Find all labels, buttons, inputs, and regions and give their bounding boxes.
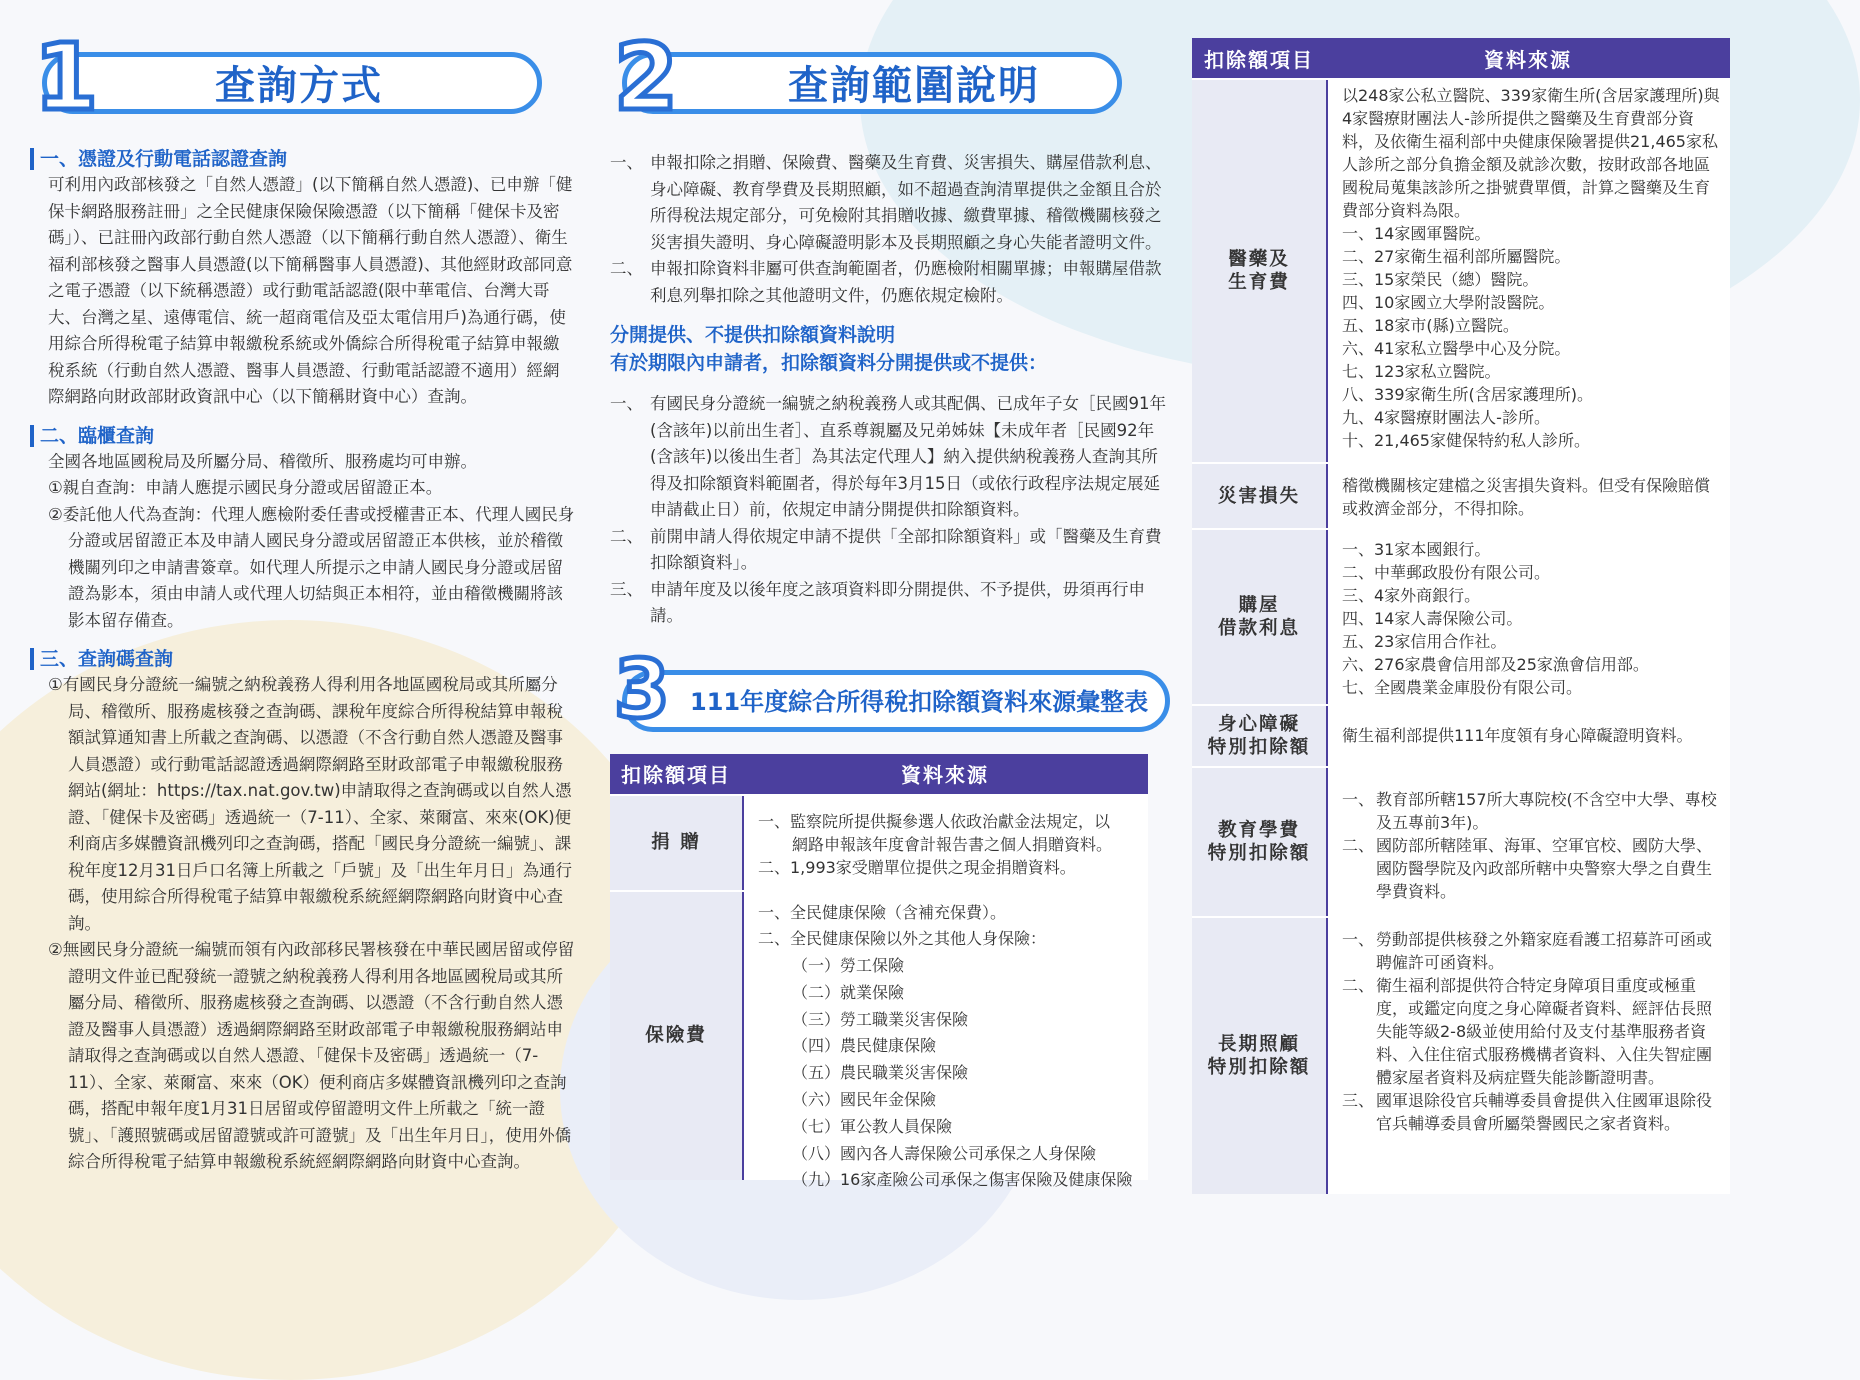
deduction-table	[1192, 38, 1730, 1194]
section-title: 查詢範圍說明	[788, 63, 1040, 109]
row-label: 身心障礙 特別扣除額	[1192, 706, 1326, 766]
table-row-disaster	[1192, 462, 1730, 528]
table-row-housing	[1192, 528, 1730, 704]
list-item: ①有國民身分證統一編號之納稅義務人得利用各地區國稅局或其所屬分局、稽徵所、服務處核發之查詢碼、課稅年度綜合所得稅結算申報稅額試算通知書上所載之查詢碼、以憑證（不含行動自然人憑證及醫事人員憑證）或行動電話認證透過網際網路至財政部電子申報繳稅服務網站(網址：https://tax.nat.gov.tw)申請取得之查詢碼或以自然人憑證、「健保卡及密碼」透過統一（7-11）、全家、萊爾富、來來(OK)便利商店多媒體資訊機列印之查詢碼，搭配「國民身分證統一編號」、課稅年度12月31日戶口名簿上所載之「戶號」及「出生年月日」為通行碼，使用綜合所得稅電子結算申報繳稅系統經網際網路向財資中心查詢。	[48, 675, 572, 933]
list-item: 二、 申報扣除資料非屬可供查詢範圍者，仍應檢附相關單據；申報購屋借款利息列舉扣除之其他證明文件，仍應依規定檢附。	[610, 259, 1162, 305]
section-number: 2	[614, 24, 679, 131]
table-header	[1192, 38, 1730, 78]
deduction-table-left	[610, 754, 1148, 1190]
row-source: 衛生福利部提供111年度領有身心障礙證明資料。	[1326, 706, 1730, 766]
subsection-heading: 三、查詢碼查詢	[30, 648, 575, 670]
row-source: 一、 教育部所轄157所大專院校(不含空中大學、專校及五專前3年)。 二、 國防部所轄陸軍、海軍、空軍官校、國防大學、國防醫學院及內政部所轄中央警察大學之自費生學費資料。	[1326, 768, 1730, 916]
deduction-table-right	[1192, 38, 1730, 1194]
section-number: 3	[614, 642, 670, 736]
row-source: 稽徵機關核定建檔之災害損失資料。但受有保險賠償或救濟金部分，不得扣除。	[1326, 464, 1730, 528]
row-label: 長期照顧 特別扣除額	[1192, 918, 1326, 1194]
paragraph: 全國各地區國稅局及所屬分局、稽徵所、服務處均可申辦。	[48, 451, 477, 471]
column-header: 扣除額項目	[1204, 47, 1314, 72]
row-label: 捐 贈	[610, 796, 742, 890]
section-title: 查詢方式	[215, 63, 383, 109]
list-item: 二、 前開申請人得依規定申請不提供「全部扣除額資料」或「醫藥及生育費扣除額資料」。	[610, 526, 1162, 572]
note-title: 有於期限內申請者，扣除額資料分開提供或不提供：	[610, 352, 1048, 374]
scope-list	[610, 150, 1170, 309]
paragraph: 可利用內政部核發之「自然人憑證」(以下簡稱自然人憑證)、已申辦「健保卡網路服務註冊」之全民健康保險保險憑證（以下簡稱「健保卡及密碼」）、已註冊內政部行動自然人憑證（以下簡稱行動自然人憑證）、衛生福利部核發之醫事人員憑證(以下簡稱醫事人員憑證)、其他經財政部同意之電子憑證（以下統稱憑證）或行動電話認證(限中華電信、台灣大哥大、台灣之星、遠傳電信、統一超商電信及亞太電信用戶)為通行碼，使用綜合所得稅電子結算申報繳稅系統或外僑綜合所得稅電子結算申報繳稅系統（行動自然人憑證、醫事人員憑證、行動電話認證不適用）經網際網路向財政部財政資訊中心（以下簡稱財資中心）查詢。	[48, 175, 573, 406]
column-header: 扣除額項目	[621, 763, 731, 787]
table-row-education	[1192, 766, 1730, 916]
subsection-heading: 二、臨櫃查詢	[30, 425, 575, 447]
list-item: ②委託他人代為查詢：代理人應檢附委任書或授權書正本、代理人國民身分證或居留證正本及申請人國民身分證或居留證正本供核，並於稽徵機關列印之申請書簽章。如代理人所提示之申請人國民身分證或居留證為影本，須由申請人或代理人切結與正本相符，並由稽徵機關將該影本留存備查。	[48, 504, 575, 630]
row-source: 一、全民健康保險（含補充保費）。 二、全民健康保險以外之其他人身保險： （一）勞工保險 （二）就業保險 （三）勞工職業災害保險 （四）農民健康保險 （五）農民職業災害保險 （六）國民年金保險 （七）軍公教人員保險 （八）國內各人壽保險公司承保之人身保險 （九）16家產險公司承保之傷害保險及健康保險	[742, 892, 1148, 1180]
table-header	[610, 754, 1148, 794]
row-label: 災害損失	[1192, 464, 1326, 528]
list-item: 一、 有國民身分證統一編號之納稅義務人或其配偶、已成年子女［民國91年(含該年)以前出生者］、直系尊親屬及兄弟姊妹【未成年者［民國92年(含該年)以後出生者］為其法定代理人】納入提供納稅義務人查詢其所得及扣除額資料範圍者，得於每年3月15日（或依行政程序法規定展延申請截止日）前，依規定申請分開提供扣除額資料。	[610, 394, 1166, 519]
table-row-disability	[1192, 704, 1730, 766]
row-source: 以248家公私立醫院、339家衛生所(含居家護理所)與4家醫療財團法人-診所提供之醫藥及生育費部分資料，及依衛生福利部中央健康保險署提供21,465家私人診所之部分負擔金額及就診次數，按財政部各地區國稅局蒐集該診所之掛號費單價，計算之醫藥及生育費部分資料為限。 一、14家國軍醫院。 二、27家衛生福利部所屬醫院。 三、15家榮民（總）醫院。 四、10家國立大學附設醫院。 五、18家市(縣)立醫院。 六、41家私立醫學中心及分院。 七、123家私立醫院。 八、339家衛生所(含居家護理所)。 九、4家醫療財團法人-診所。 十、21,465家健保特約私人診所。	[1326, 80, 1730, 462]
list-item: 一、 申報扣除之捐贈、保險費、醫藥及生育費、災害損失、購屋借款利息、身心障礙、教育學費及長期照顧，如不超過查詢清單提供之金額且合於所得稅法規定部分，可免檢附其捐贈收據、繳費單據、稽徵機關核發之災害損失證明、身心障礙證明影本及長期照顧之身心失能者證明文件。	[610, 153, 1162, 252]
row-source: 一、31家本國銀行。 二、中華郵政股份有限公司。 三、4家外商銀行。 四、14家人壽保險公司。 五、23家信用合作社。 六、276家農會信用部及25家漁會信用部。 七、全國農業金庫股份有限公司。	[1326, 530, 1730, 704]
column-header: 資料來源	[1484, 47, 1572, 72]
row-label: 保險費	[610, 892, 742, 1180]
section-query-scope	[610, 24, 1170, 1190]
section-title: 111年度綜合所得稅扣除額資料來源彙整表	[690, 687, 1149, 716]
table-row	[610, 890, 1148, 1190]
row-label: 醫藥及 生育費	[1192, 80, 1326, 462]
list-item: ①親自查詢：申請人應提示國民身分證或居留證正本。	[48, 478, 443, 497]
row-source: 一、 勞動部提供核發之外籍家庭看護工招募許可函或聘僱許可函資料。 二、 衛生福利部提供符合特定身障項目重度或極重度，或鑑定向度之身心障礙者資料、經評估長照失能等級2-8級並使用給付及支付基準服務者資料、入住住宿式服務機構者資料、入住失智症團體家屋者資料及病症暨失能診斷證明書。 三、 國軍退除役官兵輔導委員會提供入住國軍退除役官兵輔導委員會所屬榮譽國民之家者資料。	[1326, 918, 1730, 1194]
row-source: 一、監察院所提供擬參選人依政治獻金法規定，以 網路申報該年度會計報告書之個人捐贈資料。 二、1,993家受贈單位提供之現金捐贈資料。	[742, 796, 1148, 890]
section-number: 1	[34, 24, 99, 131]
section-query-methods	[30, 24, 575, 1176]
table-row-medical	[1192, 78, 1730, 462]
separate-provision-list	[610, 391, 1170, 630]
insurance-sublist: （一）勞工保險 （二）就業保險 （三）勞工職業災害保險 （四）農民健康保險 （五）農民職業災害保險 （六）國民年金保險 （七）軍公教人員保險 （八）國內各人壽保險公司承保之人身保險 （九）16家產險公司承保之傷害保險及健康保險	[792, 956, 1133, 1190]
section-header	[30, 24, 575, 131]
row-label: 購屋 借款利息	[1192, 530, 1326, 704]
section-header	[610, 642, 1170, 736]
table-row-longterm	[1192, 916, 1730, 1194]
subsection-heading: 一、憑證及行動電話認證查詢	[30, 148, 575, 170]
list-item: 三、 申請年度及以後年度之該項資料即分開提供、不予提供，毋須再行申請。	[610, 579, 1145, 625]
row-label: 教育學費 特別扣除額	[1192, 768, 1326, 916]
section-header	[610, 24, 1170, 131]
column-header: 資料來源	[901, 763, 989, 787]
note-title: 分開提供、不提供扣除額資料說明	[610, 324, 896, 346]
table-row	[610, 794, 1148, 890]
list-item: ②無國民身分證統一編號而領有內政部移民署核發在中華民國居留或停留證明文件並已配發統一證號之納稅義務人得利用各地區國稅局或其所屬分局、稽徵所、服務處核發之查詢碼、以憑證（不含行動自然人憑證及醫事人員憑證）透過網際網路至財政部電子申報繳稅服務網站申請取得之查詢碼或以自然人憑證、「健保卡及密碼」透過統一（7-11）、全家、萊爾富、來來（OK）便利商店多媒體資訊機列印之查詢碼，搭配申報年度1月31日居留或停留證明文件上所載之「統一證號」、「護照號碼或居留證號或許可證號」及「出生年月日」，使用外僑綜合所得稅電子結算申報繳稅系統經網際網路向財資中心查詢。	[48, 940, 575, 1171]
